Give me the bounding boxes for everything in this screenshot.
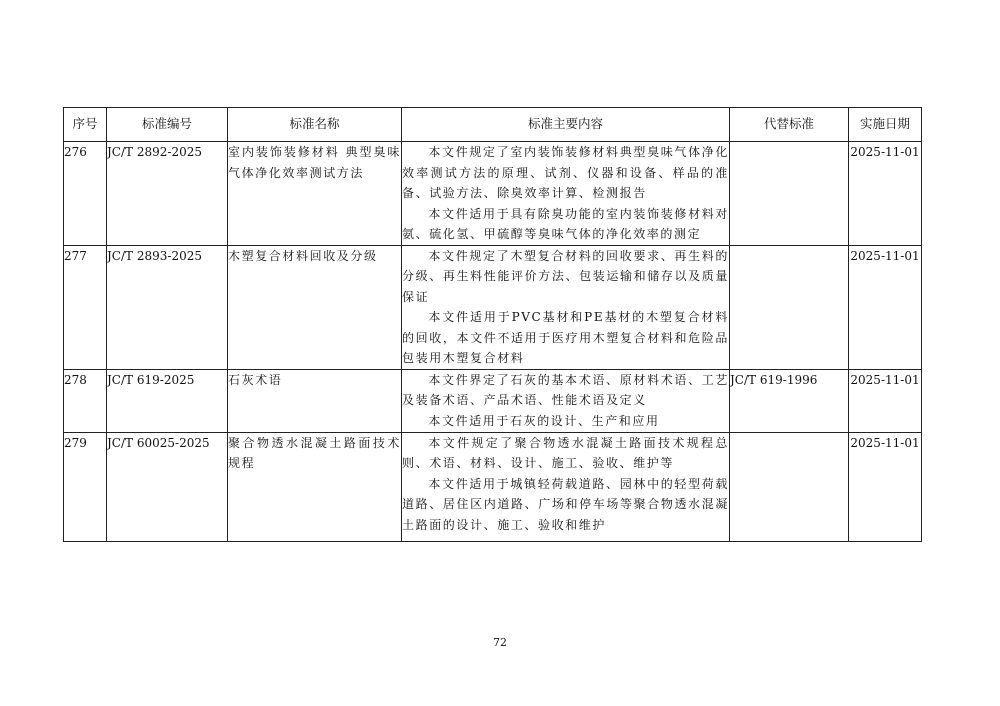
table-row — [64, 369, 922, 432]
header-code: 标准编号 — [107, 108, 228, 142]
row-content — [402, 432, 730, 541]
row-name: 石灰术语 — [228, 369, 402, 432]
content-paragraph: 本文件规定了木塑复合材料的回收要求、再生料的分级、再生料性能评价方法、包装运输和储存以及质量保证 — [402, 248, 729, 304]
table-row — [64, 245, 922, 369]
row-replace: JC/T 619-1996 — [730, 369, 849, 432]
row-name: 木塑复合材料回收及分级 — [228, 245, 402, 369]
row-date: 2025-11-01 — [849, 432, 922, 541]
content-paragraph: 本文件适用于PVC基材和PE基材的木塑复合材料的回收，本文件不适用于医疗用木塑复合材料和危险品包装用木塑复合材料 — [402, 310, 729, 365]
row-code: JC/T 2892-2025 — [107, 142, 228, 246]
table-row — [64, 142, 922, 246]
row-date: 2025-11-01 — [849, 245, 922, 369]
row-name: 聚合物透水混凝土路面技术规程 — [228, 432, 402, 541]
page-number: 72 — [493, 636, 507, 649]
row-code: JC/T 2893-2025 — [107, 245, 228, 369]
row-code: JC/T 60025-2025 — [107, 432, 228, 541]
content-paragraph: 本文件界定了石灰的基本术语、原材料术语、工艺及装备术语、产品术语、性能术语及定义 — [402, 372, 729, 407]
row-replace — [730, 432, 849, 541]
header-content: 标准主要内容 — [402, 108, 730, 142]
content-paragraph: 本文件规定了聚合物透水混凝土路面技术规程总则、术语、材料、设计、施工、验收、维护等 — [402, 435, 729, 470]
row-content — [402, 142, 730, 246]
header-no: 序号 — [64, 108, 107, 142]
row-no: 278 — [64, 369, 107, 432]
row-no: 279 — [64, 432, 107, 541]
row-content — [402, 245, 730, 369]
row-date: 2025-11-01 — [849, 142, 922, 246]
row-code: JC/T 619-2025 — [107, 369, 228, 432]
content-paragraph: 本文件适用于石灰的设计、生产和应用 — [428, 413, 660, 428]
standards-table — [63, 107, 922, 542]
header-replace: 代替标准 — [730, 108, 849, 142]
row-replace — [730, 142, 849, 246]
table-row — [64, 432, 922, 541]
row-replace — [730, 245, 849, 369]
content-paragraph: 本文件适用于具有除臭功能的室内装饰装修材料对氨、硫化氢、甲硫醇等臭味气体的净化效率的测定 — [402, 206, 729, 241]
row-name: 室内装饰装修材料 典型臭味气体净化效率测试方法 — [228, 142, 402, 246]
row-date: 2025-11-01 — [849, 369, 922, 432]
content-paragraph: 本文件适用于城镇轻荷载道路、园林中的轻型荷载道路、居住区内道路、广场和停车场等聚合物透水混凝土路面的设计、施工、验收和维护 — [402, 476, 729, 532]
header-name: 标准名称 — [228, 108, 402, 142]
row-no: 277 — [64, 245, 107, 369]
header-date: 实施日期 — [849, 108, 922, 142]
content-paragraph: 本文件规定了室内装饰装修材料典型臭味气体净化效率测试方法的原理、试剂、仪器和设备、样品的准备、试验方法、除臭效率计算、检测报告 — [402, 145, 729, 200]
table-header-row — [64, 108, 922, 142]
row-content — [402, 369, 730, 432]
row-no: 276 — [64, 142, 107, 246]
